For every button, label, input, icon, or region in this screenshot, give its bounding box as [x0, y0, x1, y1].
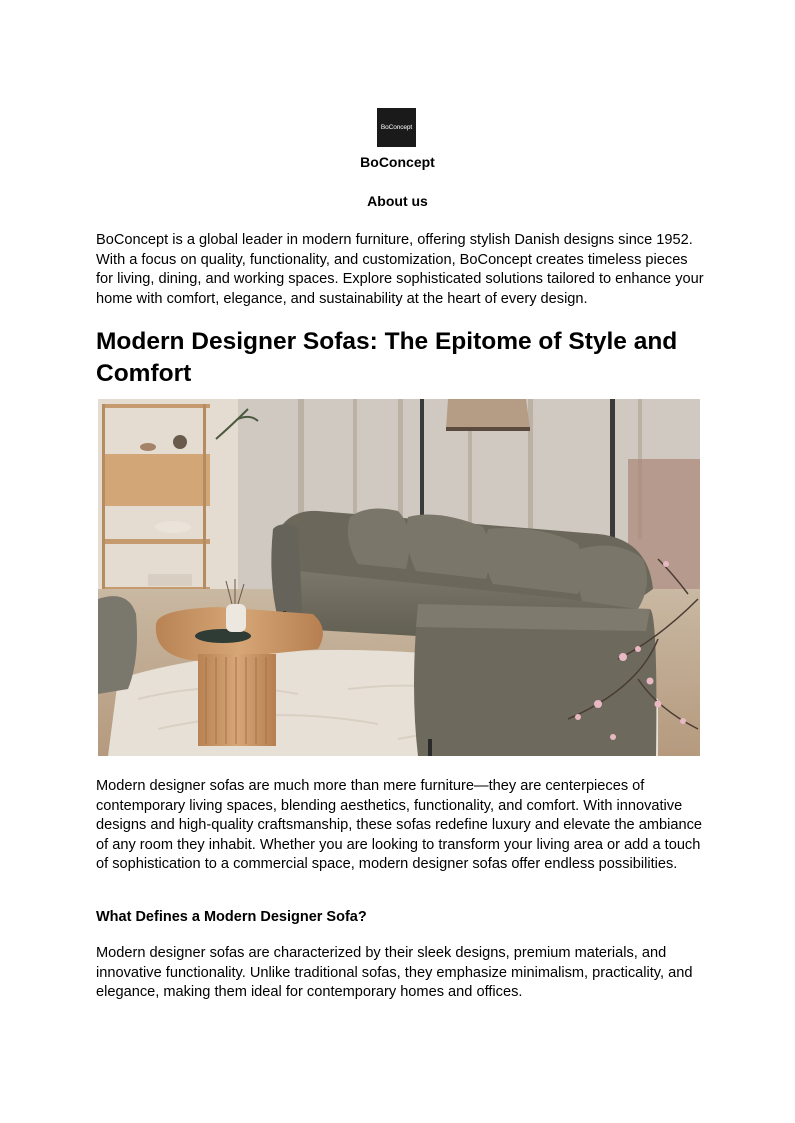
boconcept-logo[interactable] [377, 108, 416, 147]
definition-paragraph: Modern designer sofas are characterized by their sleek designs, premium materials, and innovative functionality. Unlike traditional sofas, they emphasize minimalism, practicality, and elegance, making them ideal for contemporary homes and offices. [96, 945, 693, 1000]
intro-paragraph: Modern designer sofas are much more than mere furniture—they are centerpieces of contemporary living spaces, blending aesthetics, functionality, and comfort. With innovative designs and high-quality craftsmanship, these sofas redefine luxury and elevate the ambiance of any room they inhabit. Whether you are looking to transform your living area or add a touch of sophistication to a commercial space, modern designer sofas offer endless possibilities. [96, 778, 703, 872]
section-subheading: What Defines a Modern Designer Sofa? [96, 909, 367, 925]
sofa-hero-image [98, 399, 700, 756]
about-paragraph: BoConcept is a global leader in modern furniture, offering stylish Danish designs since 1952. With a focus on quality, functionality, and customization, BoConcept creates timeless pieces for living, dining, and working spaces. Explore sophisticated solutions tailored to enhance your home with comfort, elegance, and sustainability at the heart of every design. [96, 232, 704, 307]
logo-text: BoConcept [380, 124, 413, 131]
about-heading: About us [367, 193, 428, 209]
article-title: Modern Designer Sofas: The Epitome of Style and Comfort [96, 328, 678, 387]
brand-name: BoConcept [360, 154, 435, 170]
